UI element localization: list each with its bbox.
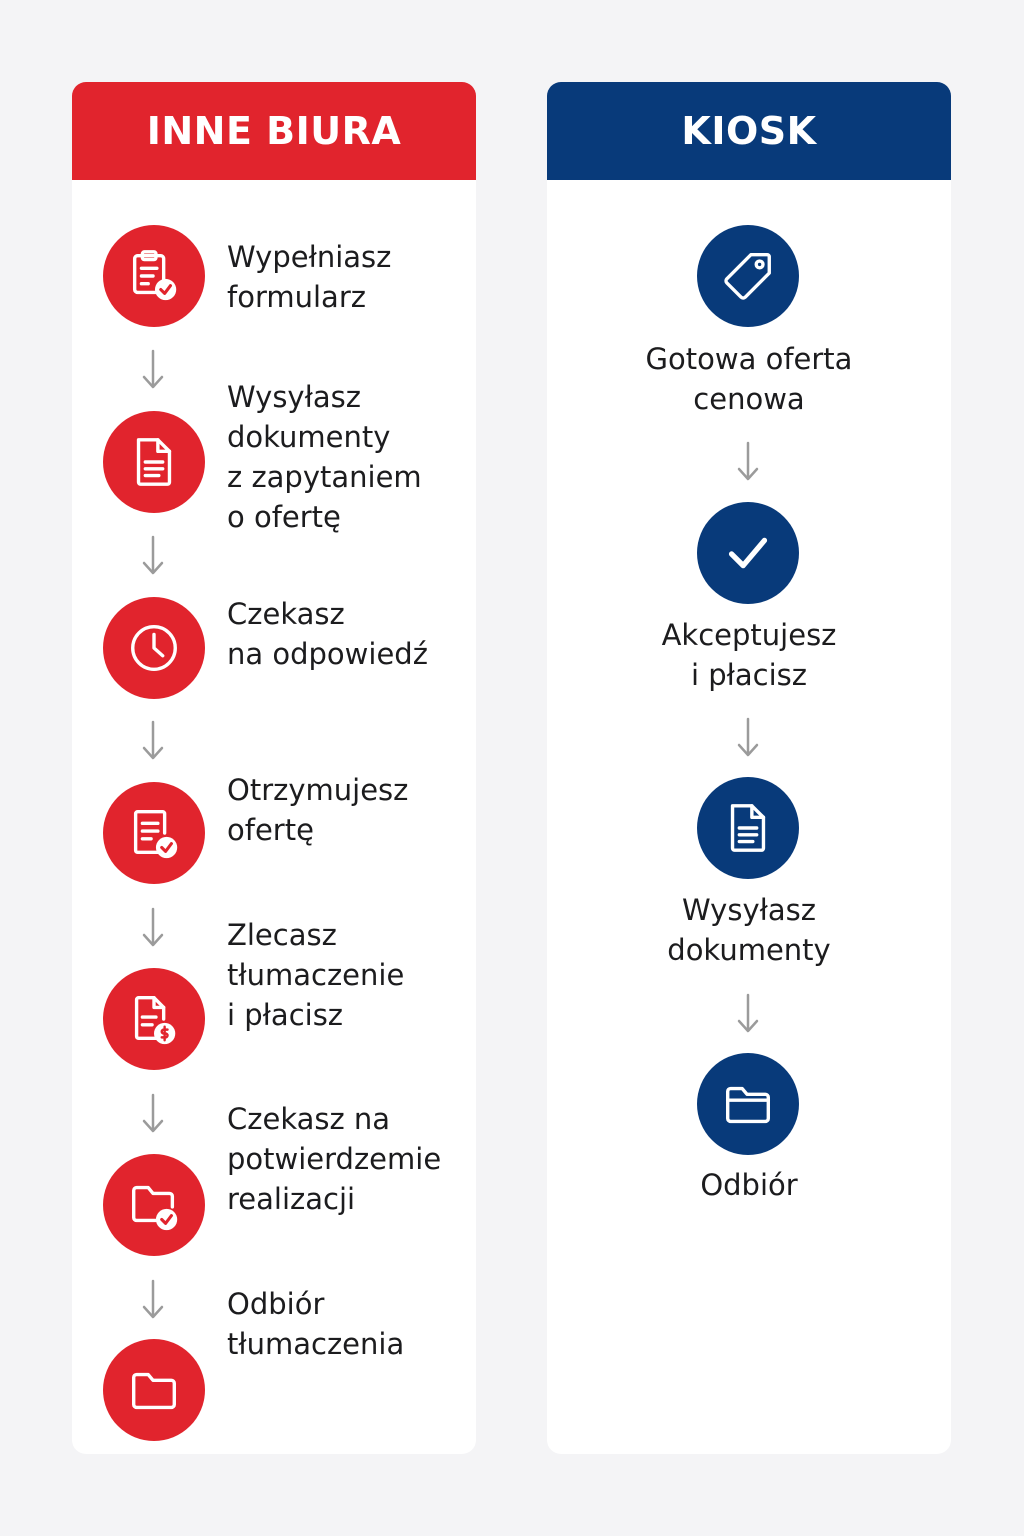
kiosk-header: KIOSK (547, 82, 951, 180)
arrow-down-icon (733, 992, 763, 1036)
document-icon (697, 777, 799, 879)
step-text: Czekasz na odpowiedź (227, 597, 428, 671)
arrow-down-icon (733, 440, 763, 484)
step-text: Odbiór tłumaczenia (227, 1287, 405, 1361)
folder-icon (103, 1339, 205, 1441)
checkmark-icon (697, 502, 799, 604)
step-text: Otrzymujesz ofertę (227, 773, 409, 847)
arrow-down-icon (138, 1278, 168, 1322)
inne-biura-panel (72, 82, 476, 1454)
step-text: Akceptujesz i płacisz (661, 618, 837, 692)
arrow-down-icon (138, 719, 168, 763)
step-text: Odbiór (700, 1168, 798, 1202)
clock-icon (103, 597, 205, 699)
document-check-icon (103, 782, 205, 884)
kiosk-panel (547, 82, 951, 1454)
step-text: Zlecasz tłumaczenie i płacisz (227, 918, 405, 1032)
folder-check-icon (103, 1154, 205, 1256)
step-text: Czekasz na potwierdzemie realizacji (227, 1102, 442, 1216)
arrow-down-icon (138, 348, 168, 392)
document-icon (103, 411, 205, 513)
inne-biura-header: INNE BIURA (72, 82, 476, 180)
step-text: Wypełniasz formularz (227, 240, 392, 314)
step-text: Gotowa oferta cenowa (645, 342, 853, 416)
arrow-down-icon (733, 716, 763, 760)
step-text: Wysyłasz dokumenty z zapytaniem o ofertę (227, 380, 422, 534)
price-tag-icon (697, 225, 799, 327)
folder-icon (697, 1053, 799, 1155)
arrow-down-icon (138, 906, 168, 950)
clipboard-check-icon (103, 225, 205, 327)
arrow-down-icon (138, 1092, 168, 1136)
document-payment-icon (103, 968, 205, 1070)
step-text: Wysyłasz dokumenty (667, 893, 831, 967)
arrow-down-icon (138, 534, 168, 578)
